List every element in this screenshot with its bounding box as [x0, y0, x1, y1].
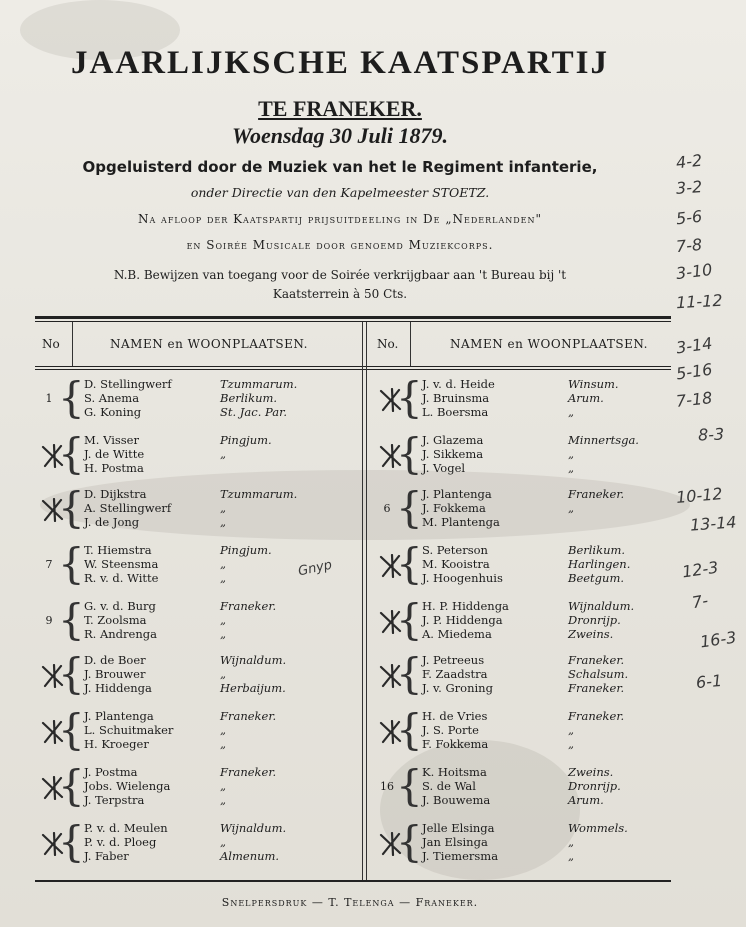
player-name: J. Fokkema: [422, 501, 486, 515]
player-place: Franeker.: [220, 765, 277, 779]
team-group: [34, 374, 364, 428]
player-name: J. Postma: [84, 765, 138, 779]
brace-icon: {: [396, 649, 423, 698]
player-place: Wijnaldum.: [568, 599, 635, 613]
player-place: Dronrijp.: [568, 779, 621, 793]
player-place: „: [220, 793, 226, 807]
team-group: [372, 484, 702, 538]
printer-footer: Snelpersdruk — T. Telenga — Franeker.: [221, 896, 479, 909]
team-group: [372, 540, 702, 594]
team-group: [34, 762, 364, 816]
player-name: H. de Vries: [422, 709, 488, 723]
col-divider: [72, 322, 73, 366]
player-place: Arum.: [568, 391, 604, 405]
player-place: „: [568, 461, 574, 475]
player-name: L. Boersma: [422, 405, 489, 419]
player-name: J. Brouwer: [84, 667, 146, 681]
brace-icon: {: [396, 539, 423, 588]
player-place: Harlingen.: [568, 557, 631, 571]
player-name: M. Kooistra: [422, 557, 490, 571]
player-place: „: [220, 557, 226, 571]
poster-subtitle: TE FRANEKER.: [258, 96, 422, 121]
player-place: Tzummarum.: [220, 487, 298, 501]
player-name: D. Dijkstra: [84, 487, 147, 501]
brace-icon: {: [58, 483, 85, 532]
player-name: H. Kroeger: [84, 737, 149, 751]
player-name: J. de Witte: [84, 447, 145, 461]
player-place: „: [220, 737, 226, 751]
team-number: 9: [45, 614, 53, 627]
handwritten-score: 7-: [690, 590, 710, 613]
player-name: M. Visser: [84, 433, 139, 447]
col-header-no: No.: [377, 337, 399, 351]
team-group: [372, 596, 702, 650]
handwritten-score: 13-14: [689, 512, 738, 535]
player-place: Franeker.: [220, 709, 277, 723]
player-place: Pingjum.: [220, 543, 272, 557]
team-group: [34, 818, 364, 872]
handwritten-score: 11-12: [675, 290, 723, 313]
handwritten-score: 3-2: [675, 177, 703, 198]
player-place: „: [220, 515, 226, 529]
player-name: J. Bouwema: [422, 793, 491, 807]
brace-icon: {: [58, 373, 85, 422]
player-place: Winsum.: [568, 377, 619, 391]
prize-line-1: Na afloop der Kaatspartij prijsuitdeeling in De „Nederlanden": [137, 212, 543, 226]
player-place: „: [220, 723, 226, 737]
brace-icon: {: [396, 429, 423, 478]
player-place: Schalsum.: [568, 667, 629, 681]
player-name: Jan Elsinga: [422, 835, 488, 849]
player-name: T. Hiemstra: [84, 543, 152, 557]
player-place: Franeker.: [568, 709, 625, 723]
team-group: [372, 706, 702, 760]
player-name: J. Vogel: [422, 461, 466, 475]
player-name: T. Zoolsma: [84, 613, 147, 627]
team-number: 16: [380, 780, 394, 793]
player-name: J. Plantenga: [422, 487, 492, 501]
player-name: J. Sikkema: [422, 447, 484, 461]
handwritten-score: 3-10: [674, 259, 714, 284]
player-place: Almenum.: [220, 849, 280, 863]
prize-line-2: en Soirée Musicale door genoemd Muziekcorps.: [186, 238, 494, 252]
handwritten-score: 16-3: [698, 627, 738, 652]
player-name: G. Koning: [84, 405, 142, 419]
team-number: 7: [45, 558, 53, 571]
col-header-no: No: [42, 337, 60, 351]
center-divider: [366, 322, 367, 880]
player-name: S. Peterson: [422, 543, 488, 557]
player-place: Pingjum.: [220, 433, 272, 447]
brace-icon: {: [396, 483, 423, 532]
brace-icon: {: [396, 595, 423, 644]
player-place: Dronrijp.: [568, 613, 621, 627]
team-number: 1: [45, 392, 53, 405]
handwritten-score: 6-1: [695, 670, 723, 693]
player-place: Franeker.: [220, 599, 277, 613]
player-name: W. Steensma: [84, 557, 159, 571]
team-group: [372, 818, 702, 872]
header-bottom-rule-2: [35, 369, 671, 370]
player-name: J. v. d. Heide: [422, 377, 495, 391]
player-place: Arum.: [568, 793, 604, 807]
player-name: J. de Jong: [84, 515, 140, 529]
player-name: P. v. d. Ploeg: [84, 835, 157, 849]
player-name: A. Stellingwerf: [84, 501, 172, 515]
table-top-rule-thin: [35, 321, 671, 322]
player-place: „: [220, 667, 226, 681]
player-name: J. Glazema: [422, 433, 484, 447]
player-name: J. Faber: [84, 849, 129, 863]
handwritten-score: 10-12: [675, 484, 724, 507]
brace-icon: {: [396, 761, 423, 810]
team-group: [34, 650, 364, 704]
player-name: G. v. d. Burg: [84, 599, 156, 613]
player-name: F. Zaadstra: [422, 667, 488, 681]
player-place: „: [220, 627, 226, 641]
player-place: St. Jac. Par.: [220, 405, 287, 419]
player-place: „: [568, 405, 574, 419]
player-name: J. Bruinsma: [422, 391, 490, 405]
player-place: „: [568, 501, 574, 515]
player-place: „: [568, 723, 574, 737]
player-place: Tzummarum.: [220, 377, 298, 391]
handwritten-score: 4-2: [675, 150, 704, 173]
player-name: P. v. d. Meulen: [84, 821, 168, 835]
handwritten-score: 3-14: [674, 333, 714, 358]
player-name: J. Hiddenga: [84, 681, 152, 695]
team-group: [372, 650, 702, 704]
brace-icon: {: [58, 539, 85, 588]
handwritten-score: 5-16: [674, 359, 714, 384]
player-place: „: [220, 835, 226, 849]
player-name: J. v. Groning: [422, 681, 493, 695]
col-divider: [410, 322, 411, 366]
player-name: D. Stellingwerf: [84, 377, 172, 391]
team-group: [372, 762, 702, 816]
team-group: [34, 484, 364, 538]
player-name: F. Fokkema: [422, 737, 489, 751]
player-place: Franeker.: [568, 653, 625, 667]
brace-icon: {: [396, 705, 423, 754]
player-place: „: [220, 613, 226, 627]
player-place: Berlikum.: [220, 391, 278, 405]
player-name: A. Miedema: [422, 627, 492, 641]
player-name: R. v. d. Witte: [84, 571, 159, 585]
handwritten-score: 8-3: [697, 424, 725, 445]
team-group: [372, 430, 702, 484]
player-place: Wijnaldum.: [220, 653, 287, 667]
player-name: S. de Wal: [422, 779, 476, 793]
nb-line-1: N.B. Bewijzen van toegang voor de Soirée verkrijgbaar aan 't Bureau bij 't: [113, 268, 567, 282]
player-name: S. Anema: [84, 391, 140, 405]
handwritten-score: 7-8: [675, 234, 703, 257]
team-group: [372, 374, 702, 428]
player-place: „: [568, 835, 574, 849]
poster-title: JAARLIJKSCHE KAATSPARTIJ: [71, 45, 609, 81]
player-place: „: [220, 501, 226, 515]
event-date: Woensdag 30 Juli 1879.: [232, 123, 448, 148]
table-top-rule: [35, 316, 671, 319]
brace-icon: {: [58, 817, 85, 866]
music-line: Opgeluisterd door de Muziek van het le Regiment infanterie,: [82, 158, 598, 176]
player-place: Berlikum.: [568, 543, 626, 557]
direction-line: onder Directie van den Kapelmeester STOETZ.: [190, 185, 490, 200]
handwritten-score: 12-3: [680, 557, 720, 582]
player-place: „: [220, 571, 226, 585]
nb-line-2: Kaatsterrein à 50 Cts.: [272, 287, 408, 301]
player-place: Franeker.: [568, 487, 625, 501]
player-name: L. Schuitmaker: [84, 723, 174, 737]
brace-icon: {: [396, 817, 423, 866]
player-name: H. P. Hiddenga: [422, 599, 509, 613]
player-name: J. P. Hiddenga: [422, 613, 503, 627]
brace-icon: {: [58, 595, 85, 644]
team-group: [34, 430, 364, 484]
brace-icon: {: [396, 373, 423, 422]
player-name: Jelle Elsinga: [422, 821, 495, 835]
team-group: [34, 706, 364, 760]
brace-icon: {: [58, 761, 85, 810]
player-name: R. Andrenga: [84, 627, 157, 641]
player-name: K. Hoitsma: [422, 765, 487, 779]
brace-icon: {: [58, 649, 85, 698]
brace-icon: {: [58, 429, 85, 478]
col-header-names: NAMEN en WOONPLAATSEN.: [450, 337, 648, 351]
player-place: „: [568, 737, 574, 751]
player-name: J. Tiemersma: [422, 849, 499, 863]
player-name: J. Terpstra: [84, 793, 145, 807]
player-name: Jobs. Wielenga: [84, 779, 171, 793]
team-number: 6: [383, 502, 391, 515]
brace-icon: {: [58, 705, 85, 754]
player-place: Beetgum.: [568, 571, 625, 585]
player-place: Herbaijum.: [220, 681, 286, 695]
player-place: Minnertsga.: [568, 433, 639, 447]
player-place: Wommels.: [568, 821, 628, 835]
player-name: J. S. Porte: [422, 723, 479, 737]
player-place: Wijnaldum.: [220, 821, 287, 835]
table-bottom-rule: [35, 880, 671, 882]
player-place: Franeker.: [568, 681, 625, 695]
player-name: D. de Boer: [84, 653, 146, 667]
player-place: „: [220, 447, 226, 461]
handwritten-score: 5-6: [675, 206, 704, 229]
handwritten-score: 7-18: [675, 388, 714, 411]
player-place: „: [568, 849, 574, 863]
player-name: J. Hoogenhuis: [422, 571, 503, 585]
player-place: „: [220, 779, 226, 793]
player-name: J. Plantenga: [84, 709, 154, 723]
player-name: H. Postma: [84, 461, 144, 475]
player-place: Zweins.: [568, 765, 614, 779]
handwritten-scribble: Gnyp: [296, 557, 334, 580]
player-name: J. Petreeus: [422, 653, 485, 667]
player-place: Zweins.: [568, 627, 614, 641]
col-header-names: NAMEN en WOONPLAATSEN.: [110, 337, 308, 351]
header-bottom-rule: [35, 366, 671, 367]
player-name: M. Plantenga: [422, 515, 500, 529]
team-group: [34, 596, 364, 650]
player-place: „: [568, 447, 574, 461]
